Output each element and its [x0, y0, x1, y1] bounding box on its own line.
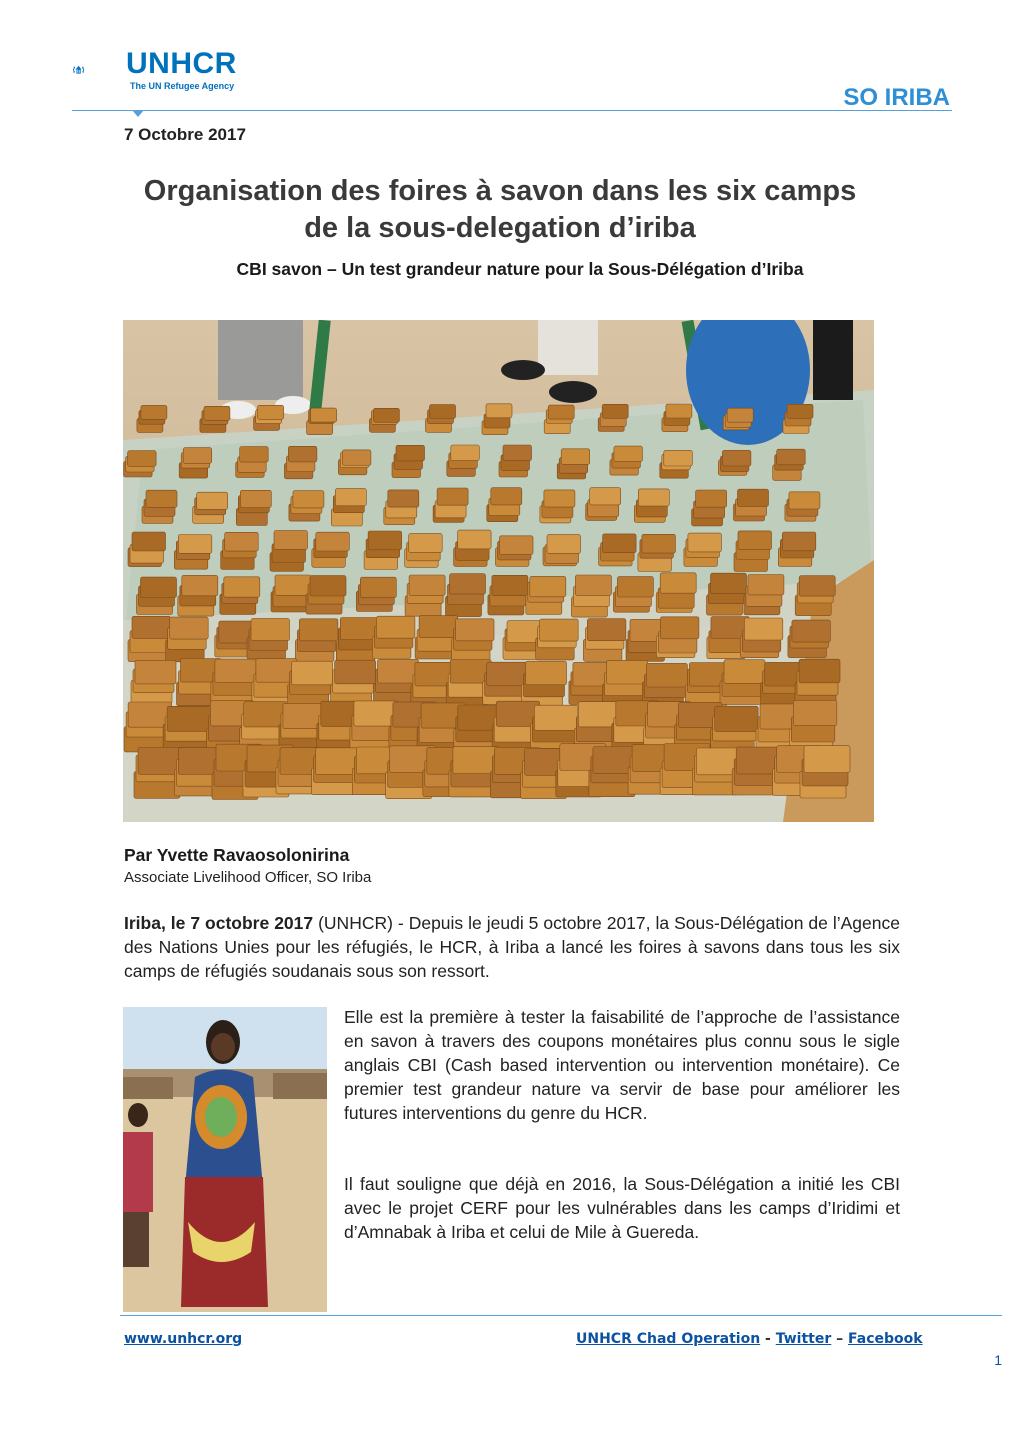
soap-bar — [793, 701, 837, 726]
office-label: SO IRIBA — [843, 84, 950, 111]
soap-bar — [170, 617, 209, 639]
soap-bar — [197, 492, 228, 509]
soap-bar — [789, 492, 820, 509]
soap-bar — [167, 706, 211, 731]
soap-bar — [183, 448, 212, 464]
soap-bar — [141, 405, 167, 419]
soap-bar — [215, 659, 256, 683]
author-role: Associate Livelihood Officer, SO Iriba — [124, 869, 372, 886]
soap-bar — [146, 490, 177, 507]
soap-bar — [373, 408, 399, 422]
header-divider — [72, 110, 952, 111]
soap-bar — [409, 575, 445, 595]
soap-bar — [748, 575, 784, 595]
soap-bar — [526, 661, 567, 685]
soap-bar — [744, 618, 783, 640]
article-title-line1: Organisation des foires à savon dans les six camps — [143, 175, 857, 207]
soap-bar — [787, 404, 813, 418]
soap-bar — [646, 663, 687, 687]
soap-bar — [288, 446, 317, 462]
soap-bar — [799, 659, 840, 683]
soap-bar — [500, 536, 534, 555]
chad-operation-link[interactable]: UNHCR Chad Operation — [576, 1331, 761, 1347]
soap-bar — [396, 445, 425, 461]
soap-bar — [664, 450, 693, 466]
soap-bar — [458, 530, 492, 549]
soap-bar — [486, 404, 512, 418]
footer-divider — [120, 1315, 1002, 1316]
soap-bar — [638, 489, 669, 506]
soap-bar — [491, 488, 522, 505]
unhcr-emblem-icon — [72, 46, 122, 94]
soap-bar — [738, 531, 772, 550]
soap-bar — [727, 408, 753, 422]
article-date: 7 Octobre 2017 — [124, 125, 246, 144]
soap-bar — [614, 446, 643, 462]
soap-bar — [602, 404, 628, 418]
soap-bar — [437, 488, 468, 505]
website-link[interactable]: www.unhcr.org — [124, 1331, 243, 1347]
soap-bar — [540, 619, 579, 641]
logo-wordmark: UNHCR — [126, 47, 237, 80]
soap-bar — [456, 619, 495, 641]
lead-paragraph — [124, 911, 900, 983]
soap-bar — [738, 489, 769, 506]
soap-bar — [182, 575, 218, 595]
paragraph-2: Elle est la première à tester la faisabilité de l’approche de l’assistance en savon à travers des coupons monétaires plus connu sous le sigle anglais CBI (Cash based intervention ou intervention monétaire). Ce premier test grandeur nature va servir de base pour améliorer les futures interventions du genre du HCR. — [344, 1007, 900, 1123]
soap-bar — [492, 575, 528, 595]
soap-bar — [316, 532, 350, 551]
soap-bar — [274, 531, 308, 550]
lead-text: (UNHCR) - Depuis le jeudi 5 octobre 2017, la Sous-Délégation de l’Agence des Nations Unies pour les réfugiés, le HCR, à Iriba a lancé les foires à savons dans tous les six camps de réfugiés soudanais sous son ressort. — [124, 913, 900, 981]
soap-fair-illustration — [123, 320, 874, 822]
soap-bar — [617, 577, 653, 597]
soap-bar — [204, 406, 230, 420]
soap-bar — [724, 660, 765, 684]
soap-bar — [590, 488, 621, 505]
soap-bar — [299, 619, 338, 641]
soap-bar — [311, 408, 337, 422]
author-name: Par Yvette Ravaosolonirina — [124, 845, 350, 865]
article-subtitle: CBI savon – Un test grandeur nature pour la Sous-Délégation d’Iriba — [236, 259, 804, 279]
soap-bar — [335, 660, 376, 684]
soap-bar — [799, 576, 835, 596]
soap-bar — [530, 576, 566, 596]
soap-bar — [293, 491, 324, 508]
soap-bar — [660, 573, 696, 593]
soap-bar — [240, 490, 271, 507]
soap-bar — [128, 451, 157, 467]
soap-bar — [777, 449, 806, 465]
footer-separator: – — [831, 1331, 849, 1347]
lead-dateline: Iriba, le 7 octobre 2017 — [124, 913, 314, 933]
soap-bar — [224, 577, 260, 597]
soap-bar — [688, 533, 722, 552]
header-divider-notch — [132, 110, 144, 117]
soap-bar — [360, 577, 396, 597]
soap-bar — [548, 405, 574, 419]
soap-bar — [451, 445, 480, 461]
refugee-woman-illustration — [123, 1007, 327, 1312]
soap-bar — [666, 404, 692, 418]
soap-bar — [141, 577, 177, 597]
soap-bar — [340, 618, 379, 640]
soap-bar — [335, 489, 366, 506]
soap-bar — [275, 575, 311, 595]
soap-bar — [368, 531, 402, 550]
facebook-link[interactable]: Facebook — [848, 1331, 923, 1347]
soap-bar — [715, 706, 759, 731]
soap-bar — [450, 574, 486, 594]
page-number: 1 — [994, 1352, 1002, 1368]
soap-fair-photo — [123, 320, 874, 822]
soap-bar — [132, 532, 166, 551]
soap-bar — [430, 405, 456, 419]
soap-bar — [575, 575, 611, 595]
soap-bar — [310, 576, 346, 596]
refugee-woman-photo — [123, 1007, 327, 1312]
soap-bar — [487, 662, 528, 686]
soap-bar — [376, 616, 415, 638]
soap-bar — [587, 619, 626, 641]
soap-bar — [251, 619, 290, 641]
soap-bar — [135, 660, 176, 684]
twitter-link[interactable]: Twitter — [775, 1331, 832, 1347]
soap-bar — [722, 450, 751, 466]
soap-bar — [603, 534, 637, 553]
soap-bar — [409, 534, 443, 553]
soap-bar — [132, 616, 171, 638]
soap-bar — [178, 535, 212, 554]
soap-bar — [642, 534, 676, 553]
soap-bar — [561, 449, 590, 465]
soap-bar — [534, 705, 578, 730]
article-title-line2: de la sous-delegation d’iriba — [304, 212, 696, 244]
soap-bar — [240, 447, 269, 463]
article-title — [100, 173, 900, 247]
soap-bar — [503, 445, 532, 461]
soap-bar — [696, 490, 727, 507]
soap-bar — [607, 660, 648, 684]
soap-bar — [378, 659, 419, 683]
soap-bar — [660, 617, 699, 639]
soap-bar — [804, 746, 850, 773]
soap-bar — [782, 532, 816, 551]
soap-bar — [258, 405, 284, 419]
soap-bar — [292, 661, 333, 685]
soap-bar — [388, 490, 419, 507]
footer-separator: - — [760, 1331, 776, 1347]
soap-bar — [225, 532, 259, 551]
soap-bar — [544, 490, 575, 507]
soap-bar — [547, 535, 581, 554]
soap-bar — [711, 573, 747, 593]
soap-bar — [792, 620, 831, 642]
paragraph-3: Il faut souligne que déjà en 2016, la Sous-Délégation a initié les CBI avec le projet CERF pour les vulnérables dans les camps d’Iridimi et d’Amnabak à Iriba et celui de Mile à Guereda. — [344, 1174, 900, 1242]
soap-bar — [342, 450, 371, 466]
logo-tagline: The UN Refugee Agency — [130, 81, 235, 91]
footer-links — [576, 1330, 923, 1348]
soap-bar — [419, 616, 458, 638]
